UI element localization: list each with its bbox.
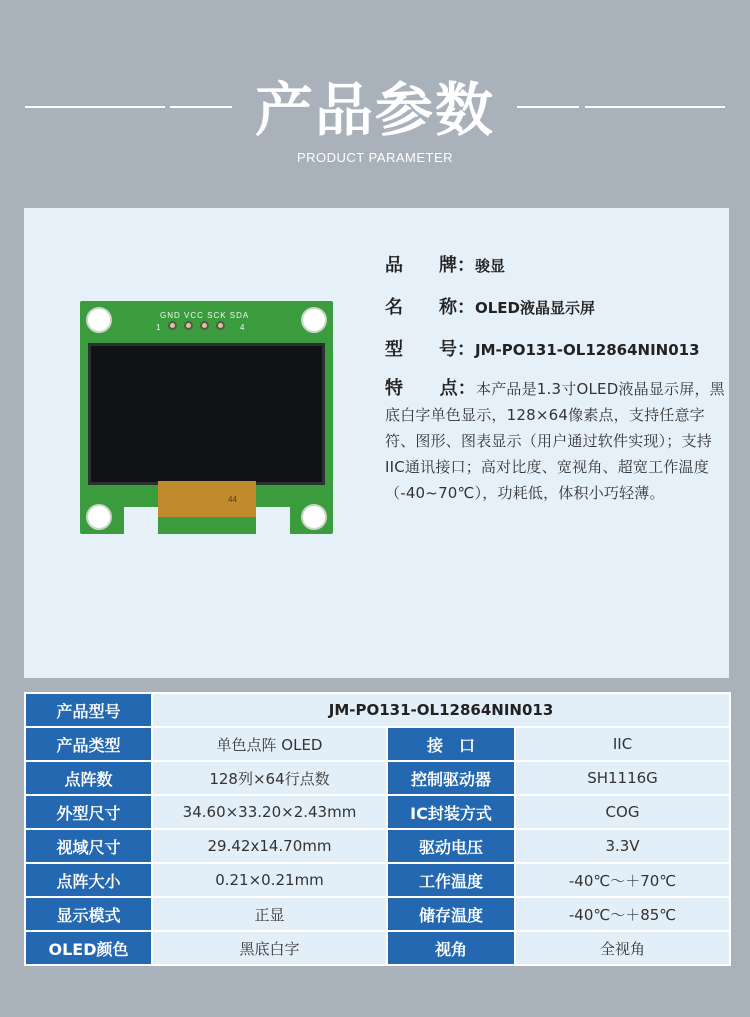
table-header-cell: 显示模式 <box>25 897 152 931</box>
table-header-cell: IC封装方式 <box>387 795 515 829</box>
oled-module-image <box>80 301 333 534</box>
pin-labels: GND VCC SCK SDA <box>160 311 250 320</box>
pin-pad <box>184 321 193 330</box>
spec-brand-value: 骏显 <box>475 257 506 275</box>
spec-feature-label: 特 点： <box>385 378 476 399</box>
table-value-cell: 0.21×0.21mm <box>152 863 387 897</box>
table-header-cell: 视角 <box>387 931 515 965</box>
spec-model-value: JM-PO131-OL12864NIN013 <box>475 341 700 359</box>
table-row <box>25 795 730 829</box>
table-value-cell: 单色点阵 OLED <box>152 727 387 761</box>
pcb-cutout-left <box>124 507 158 534</box>
table-value-cell: 正显 <box>152 897 387 931</box>
table-value-cell: 全视角 <box>515 931 730 965</box>
pin-number-last: 4 <box>240 323 245 332</box>
table-header-cell: 视域尺寸 <box>25 829 152 863</box>
table-value-cell: COG <box>515 795 730 829</box>
table-header-cell: 产品类型 <box>25 727 152 761</box>
table-value-cell: -40℃～＋85℃ <box>515 897 730 931</box>
page-subtitle: PRODUCT PARAMETER <box>296 150 454 165</box>
spec-name <box>385 296 595 320</box>
table-header-cell: 工作温度 <box>387 863 515 897</box>
table-value-cell: 34.60×33.20×2.43mm <box>152 795 387 829</box>
pcb-cutout-right <box>256 507 290 534</box>
pin-number-first: 1 <box>156 323 161 332</box>
spec-model-label: 型 号： <box>385 339 475 360</box>
table-header-cell: 点阵大小 <box>25 863 152 897</box>
pin-pad <box>200 321 209 330</box>
mount-hole-top-left <box>86 307 112 333</box>
flex-cable <box>158 481 256 517</box>
spec-brand <box>385 254 505 278</box>
spec-brand-label: 品 牌： <box>385 255 475 276</box>
parameter-table <box>24 692 731 966</box>
table-value-cell: IIC <box>515 727 730 761</box>
mount-hole-top-right <box>301 307 327 333</box>
table-row <box>25 931 730 965</box>
table-value-cell: 3.3V <box>515 829 730 863</box>
table-header-cell: 接 口 <box>387 727 515 761</box>
spec-name-value: OLED液晶显示屏 <box>475 299 596 317</box>
table-value-cell: SH1116G <box>515 761 730 795</box>
table-header-cell: OLED颜色 <box>25 931 152 965</box>
table-row <box>25 727 730 761</box>
table-header-cell: 外型尺寸 <box>25 795 152 829</box>
spec-feature-text: 本产品是1.3寸OLED液晶显示屏，黑底白字单色显示，128×64像素点，支持任意字符、图形、图表显示（用户通过软件实现）；支持IIC通讯接口；高对比度、宽视角、超宽工作温度（-40~70℃），功耗低，体积小巧轻薄。 <box>385 380 725 502</box>
table-header-cell: 控制驱动器 <box>387 761 515 795</box>
table-value-cell: JM-PO131-OL12864NIN013 <box>152 693 730 727</box>
table-header-cell: 产品型号 <box>25 693 152 727</box>
table-value-cell: 黑底白字 <box>152 931 387 965</box>
flex-label: 44 <box>228 495 237 504</box>
page-title: 产品参数 <box>254 76 495 144</box>
spec-feature <box>385 376 725 506</box>
table-row <box>25 863 730 897</box>
table-row <box>25 761 730 795</box>
table-header-cell: 点阵数 <box>25 761 152 795</box>
mount-hole-bottom-left <box>86 504 112 530</box>
table-header-cell: 驱动电压 <box>387 829 515 863</box>
pin-pad <box>168 321 177 330</box>
mount-hole-bottom-right <box>301 504 327 530</box>
table-row <box>25 829 730 863</box>
spec-name-label: 名 称： <box>385 297 475 318</box>
table-value-cell: -40℃～＋70℃ <box>515 863 730 897</box>
table-row <box>25 897 730 931</box>
table-header-cell: 储存温度 <box>387 897 515 931</box>
table-value-cell: 128列×64行点数 <box>152 761 387 795</box>
table-row <box>25 693 730 727</box>
table-value-cell: 29.42x14.70mm <box>152 829 387 863</box>
spec-model <box>385 338 700 362</box>
pin-pad <box>216 321 225 330</box>
oled-screen <box>88 343 325 485</box>
